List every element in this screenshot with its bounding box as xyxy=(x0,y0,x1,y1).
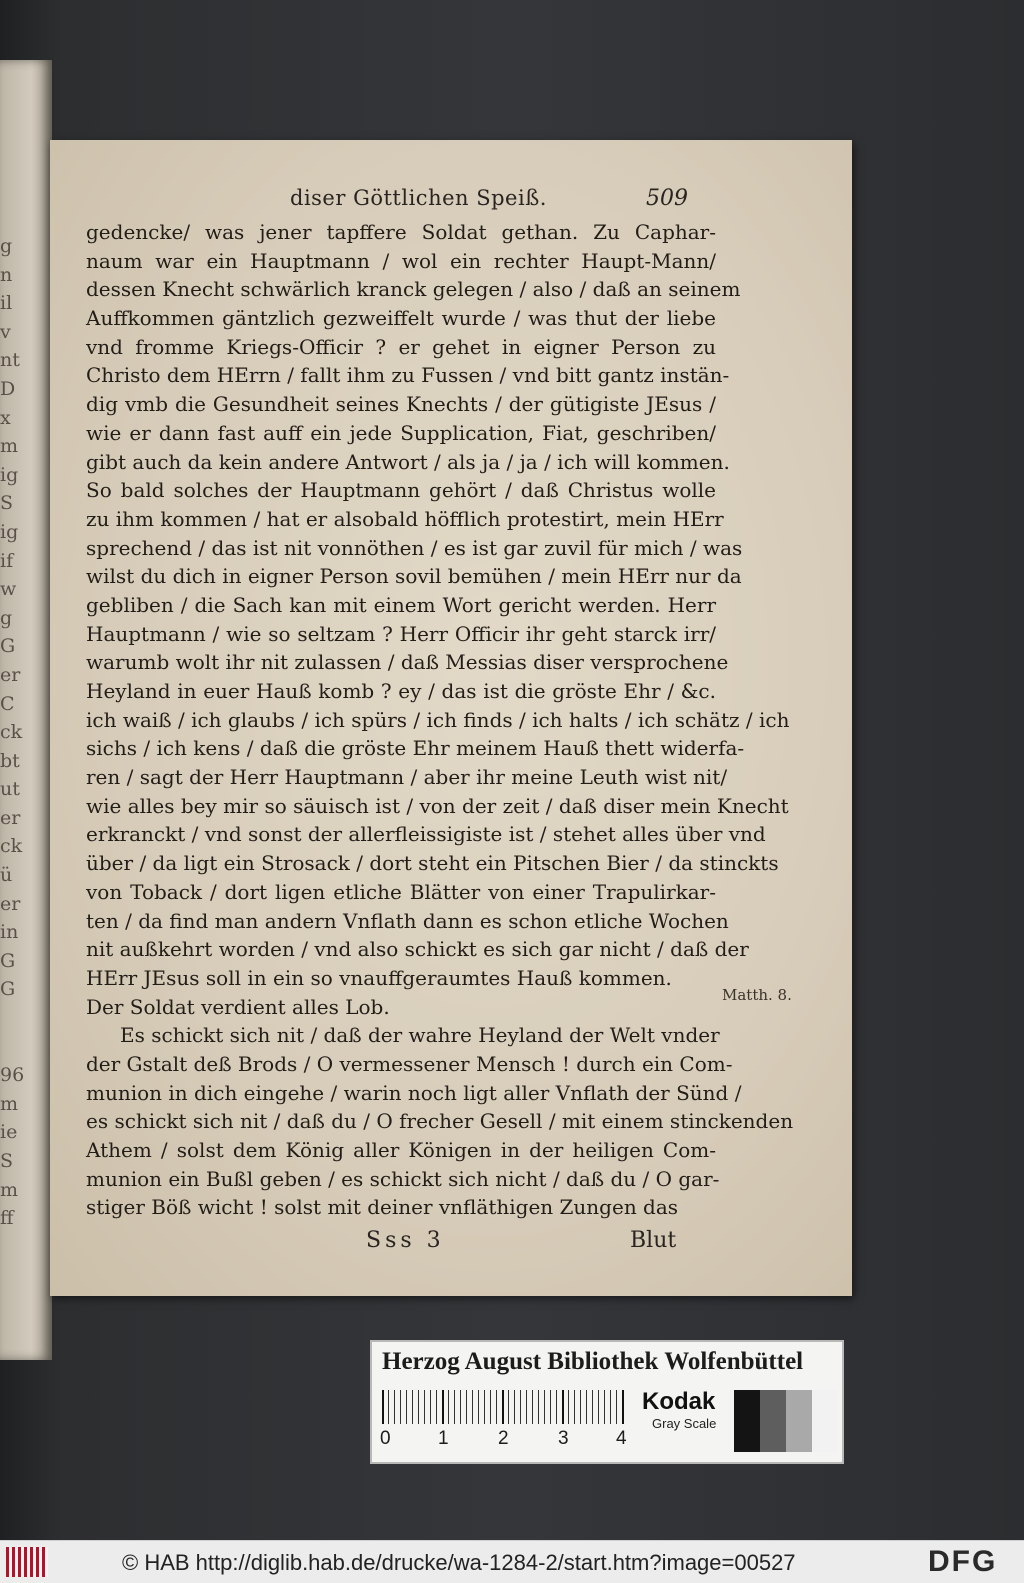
kodak-logo: Kodak xyxy=(642,1388,716,1415)
facing-page-fragment: if xyxy=(0,549,14,572)
ruler-numbers xyxy=(380,1428,640,1452)
facing-page-fragment: m xyxy=(0,1178,19,1201)
text-line: ich waiß / ich glaubs / ich spürs / ich finds / ich halts / ich schätz / ich xyxy=(86,707,790,732)
facing-page-fragment: ig xyxy=(0,520,19,543)
text-line: ten / da find man andern Vnflath dann es schon etliche Wochen xyxy=(86,908,729,933)
text-line: Heyland in euer Hauß komb ? ey / das ist die gröste Ehr / &c. xyxy=(86,679,716,703)
text-line: Hauptmann / wie so seltzam ? Herr Officir ihr geht starck irr/ xyxy=(86,621,716,646)
facing-page-fragment: G xyxy=(0,978,16,1001)
ruler-major-ticks xyxy=(382,1390,626,1424)
facing-page-fragment: w xyxy=(0,578,17,601)
text-line: So bald solches der Hauptmann gehört / daß Christus wolle xyxy=(86,478,716,503)
text-line: sichs / ich kens / daß die gröste Ehr meinem Hauß thett widerfa- xyxy=(86,736,745,761)
facing-page-fragment: S xyxy=(0,1150,14,1172)
facing-page-fragment: ü xyxy=(0,864,13,887)
text-line: über / da ligt ein Strosack / dort steht ein Pitschen Bier / da stinckts xyxy=(86,851,779,876)
margin-note: Matth. 8. xyxy=(722,986,792,1004)
card-title: Herzog August Bibliothek Wolfenbüttel xyxy=(382,1348,804,1375)
text-line: stiger Böß wicht ! solst mit deiner vnfläthigen Zungen das xyxy=(86,1195,679,1220)
text-line: munion in dich eingehe / warin noch ligt aller Vnflath der Sünd / xyxy=(86,1080,742,1105)
page-number: 509 xyxy=(646,186,688,211)
signature-mark: Sss 3 xyxy=(366,1228,445,1253)
text-line: gedencke/ was jener tapffere Soldat gethan. Zu Caphar- xyxy=(86,220,716,244)
text-line: gibt auch da kein andere Antwort / als ja / ja / ich will kommen. xyxy=(86,449,730,474)
facing-page-fragment xyxy=(0,1033,24,1062)
footer-bar xyxy=(0,1540,1024,1583)
facing-page-fragment: m xyxy=(0,1092,19,1115)
ruler-number: 3 xyxy=(558,1428,569,1449)
facing-page-fragment: ck xyxy=(0,835,23,858)
facing-page-fragment: er xyxy=(0,663,21,686)
text-line: Auffkommen gäntzlich gezweiffelt wurde / was thut der liebe xyxy=(86,306,716,331)
catchword: Blut xyxy=(630,1228,677,1253)
text-line: wie alles bey mir so säuisch ist / von der zeit / daß diser mein Knecht xyxy=(86,793,789,818)
text-line: wie er dann fast auff ein jede Supplication, Fiat, geschriben/ xyxy=(86,420,716,445)
text-line: dig vmb die Gesundheit seines Knechts / der gütigiste JEsus / xyxy=(86,392,716,417)
facing-page-fragment: ie xyxy=(0,1121,18,1144)
facing-page-fragment: bt xyxy=(0,749,20,772)
facing-page-fragment: ig xyxy=(0,463,19,486)
facing-page-fragment: G xyxy=(0,635,16,658)
color-calibration-card xyxy=(370,1340,844,1464)
text-line: wilst du dich in eigner Person sovil bemühen / mein HErr nur da xyxy=(86,564,742,589)
text-line: erkranckt / vnd sonst der allerfleissigiste ist / stehet alles über vnd xyxy=(86,822,766,847)
facing-page-fragment: il xyxy=(0,292,13,315)
facing-page-fragment: in xyxy=(0,921,19,944)
text-line: ren / sagt der Herr Hauptmann / aber ihr meine Leuth wist nit/ xyxy=(86,765,728,790)
facing-page-fragment: x xyxy=(0,406,11,429)
ruler-number: 0 xyxy=(380,1428,391,1449)
text-line: naum war ein Hauptmann / wol ein rechter Haupt-Mann/ xyxy=(86,248,716,273)
ruler-number: 1 xyxy=(438,1428,449,1449)
facing-page-fragment: ff xyxy=(0,1207,14,1230)
facing-page-fragment: g xyxy=(0,606,13,629)
text-line: zu ihm kommen / hat er alsobald höfflich protestirt, mein HErr xyxy=(86,506,724,531)
running-head: diser Göttlichen Speiß. xyxy=(290,186,547,210)
facing-page-fragment: nt xyxy=(0,349,20,372)
facing-page-fragment: D xyxy=(0,377,16,400)
text-line: es schickt sich nit / daß du / O frecher Gesell / mit einem stinckenden xyxy=(86,1109,794,1134)
facing-page-fragment: ck xyxy=(0,721,23,744)
facing-page-fragment: G xyxy=(0,949,16,972)
gray-scale-patches xyxy=(734,1390,838,1452)
text-line: sprechend / das ist nit vonnöthen / es ist gar zuvil für mich / was xyxy=(86,535,743,560)
text-line: Christo dem HErrn / fallt ihm zu Fussen / vnd bitt gantz instän- xyxy=(86,363,730,388)
text-line: warumb wolt ihr nit zulassen / daß Messias diser versprochene xyxy=(86,650,729,675)
gray-patch xyxy=(812,1390,838,1452)
facing-page-fragment: er xyxy=(0,806,21,829)
grayscale-label: Gray Scale xyxy=(652,1416,717,1431)
facing-page-fragment: g xyxy=(0,235,13,257)
ruler-number: 4 xyxy=(616,1428,627,1449)
gray-patch xyxy=(734,1390,760,1452)
facing-page-letters xyxy=(0,232,24,1233)
facing-page-fragment: ut xyxy=(0,778,20,801)
copyright-link[interactable]: © HAB http://diglib.hab.de/drucke/wa-1284-2/start.htm?image=00527 xyxy=(122,1550,796,1575)
facing-page-fragment: C xyxy=(0,692,15,715)
text-line: vnd fromme Kriegs-Officir ? er gehet in eigner Person zu xyxy=(86,334,716,359)
text-line: Es schickt sich nit / daß der wahre Heyland der Welt vnder xyxy=(120,1023,720,1048)
text-line: Der Soldat verdient alles Lob. xyxy=(86,994,390,1019)
text-line: der Gstalt deß Brods / O vermessener Mensch ! durch ein Com- xyxy=(86,1051,733,1076)
text-line: HErr JEsus soll in ein so vnauffgeraumtes Hauß kommen. xyxy=(86,965,672,990)
text-line: nit außkehrt worden / vnd also schickt es sich gar nicht / daß der xyxy=(86,937,749,962)
ruler-number: 2 xyxy=(498,1428,509,1449)
facing-page-fragment: S xyxy=(0,492,14,515)
gray-patch xyxy=(786,1390,812,1452)
facing-page-fragment: v xyxy=(0,320,11,343)
facing-page-fragment: n xyxy=(0,263,13,286)
gray-patch xyxy=(760,1390,786,1452)
text-line: dessen Knecht schwärlich kranck gelegen / also / daß an seinem xyxy=(86,277,741,302)
text-line: von Toback / dort ligen etliche Blätter von einer Trapulirkar- xyxy=(86,879,716,904)
text-line: munion ein Bußl geben / es schickt sich nicht / daß du / O gar- xyxy=(86,1166,720,1191)
hab-logo-icon xyxy=(6,1547,48,1577)
facing-page-fragment xyxy=(0,1004,24,1033)
facing-page-fragment: 96 xyxy=(0,1064,25,1087)
text-line: Athem / solst dem König aller Königen in der heiligen Com- xyxy=(86,1138,716,1162)
text-line: gebliben / die Sach kan mit einem Wort gericht werden. Herr xyxy=(86,592,716,617)
facing-page-fragment: m xyxy=(0,435,19,458)
dfg-logo: DFG xyxy=(928,1545,998,1578)
facing-page-fragment: er xyxy=(0,892,21,915)
